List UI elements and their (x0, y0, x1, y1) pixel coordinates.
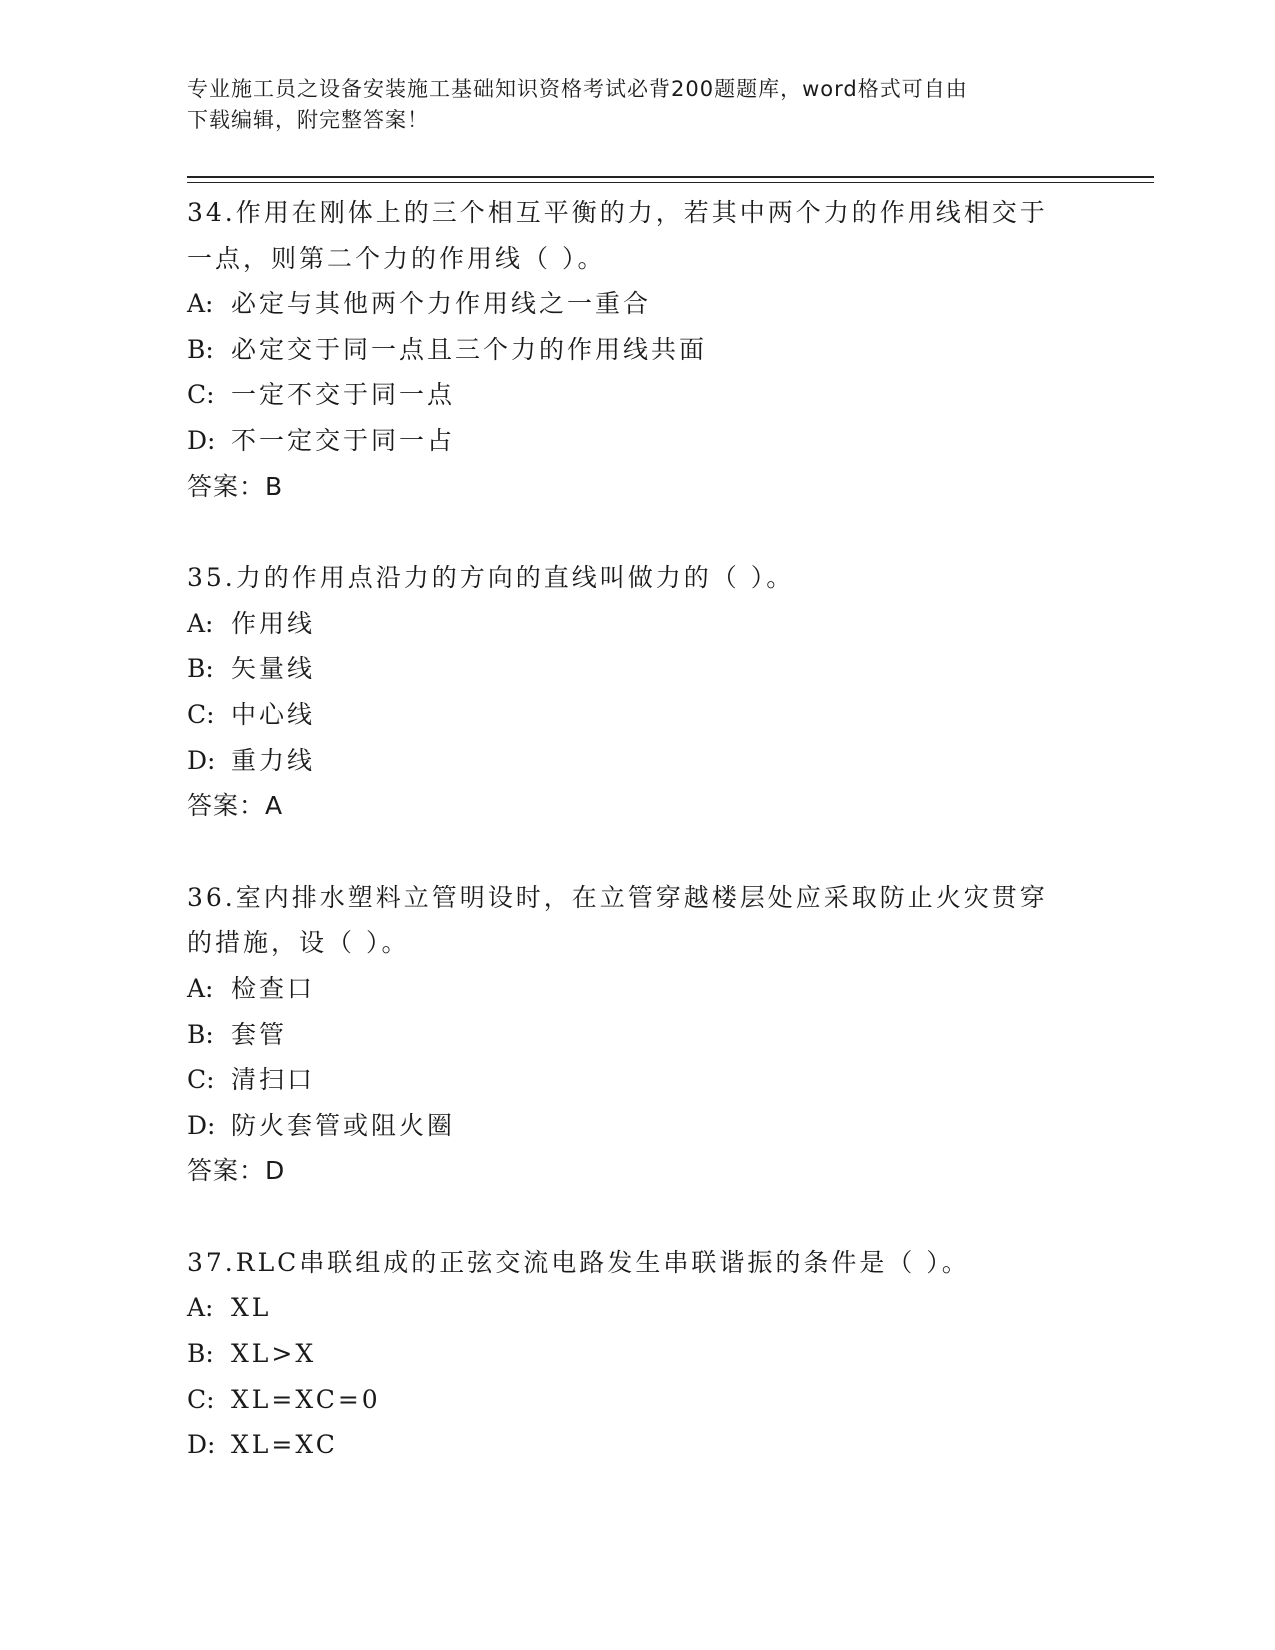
option-c (187, 692, 1087, 738)
question-list (187, 190, 1087, 1514)
question-stem-line-1: 34.作用在刚体上的三个相互平衡的力，若其中两个力的作用线相交于 (187, 198, 1048, 227)
header-divider-thick (187, 176, 1154, 178)
option-a (187, 966, 1087, 1012)
option-c (187, 372, 1087, 418)
option-letter: C: (187, 699, 215, 729)
answer-line: 答案：D (187, 1156, 286, 1186)
option-text: XL>X (231, 1339, 317, 1369)
option-text: 矢量线 (231, 654, 316, 684)
option-b (187, 646, 1087, 692)
option-text: 套管 (231, 1019, 288, 1049)
option-letter: D: (187, 425, 216, 455)
question-stem-line-1: 35.力的作用点沿力的方向的直线叫做力的（ ）。 (187, 563, 795, 593)
header-divider-thin (187, 182, 1154, 183)
option-letter: A: (187, 289, 214, 319)
option-letter: A: (187, 608, 214, 638)
option-letter: D: (187, 1110, 216, 1140)
option-letter: C: (187, 1384, 215, 1414)
option-text: 作用线 (231, 608, 316, 638)
option-letter: A: (187, 1293, 214, 1323)
option-text: 必定与其他两个力作用线之一重合 (231, 289, 652, 319)
answer-line: 答案：A (187, 791, 284, 821)
option-text: XL (231, 1293, 272, 1323)
option-letter: C: (187, 1065, 215, 1095)
header-line-2: 下载编辑，附完整答案！ (187, 108, 429, 132)
option-text: 检查口 (231, 973, 316, 1003)
question-stem-line-2: 一点，则第二个力的作用线（ ）。 (187, 243, 606, 273)
option-text: 必定交于同一点且三个力的作用线共面 (231, 334, 708, 364)
option-c (187, 1377, 1087, 1423)
option-text: XL=XC (231, 1430, 338, 1460)
option-text: 防火套管或阻火圈 (231, 1110, 456, 1140)
option-letter: B: (187, 1339, 214, 1369)
option-letter: B: (187, 654, 214, 684)
option-letter: D: (187, 1430, 216, 1460)
option-text: 清扫口 (231, 1065, 316, 1095)
option-a (187, 601, 1087, 647)
option-b (187, 1012, 1087, 1058)
option-b (187, 1331, 1087, 1377)
question-36 (187, 875, 1087, 1194)
question-35 (187, 555, 1087, 829)
option-d (187, 418, 1087, 464)
option-d (187, 1103, 1087, 1149)
option-a (187, 1285, 1087, 1331)
answer-line: 答案：B (187, 471, 284, 501)
option-a (187, 281, 1087, 327)
option-text: 中心线 (231, 699, 316, 729)
option-text: 重力线 (231, 745, 316, 775)
document-header (187, 74, 1067, 136)
option-letter: D: (187, 745, 216, 775)
option-c (187, 1057, 1087, 1103)
option-text: 不一定交于同一占 (231, 425, 456, 455)
question-stem-line-1: 36.室内排水塑料立管明设时，在立管穿越楼层处应采取防止火灾贯穿 (187, 882, 1048, 912)
header-line-1: 专业施工员之设备安装施工基础知识资格考试必背200题题库，word格式可自由 (187, 77, 968, 101)
question-stem-line-2: 的措施，设（ ）。 (187, 928, 410, 958)
option-text: 一定不交于同一点 (231, 380, 456, 410)
option-d (187, 1422, 1087, 1468)
option-text: XL=XC=0 (231, 1384, 381, 1414)
option-letter: A: (187, 973, 214, 1003)
option-letter: B: (187, 334, 214, 364)
option-letter: B: (187, 1019, 214, 1049)
question-stem-line-1: 37.RLC串联组成的正弦交流电路发生串联谐振的条件是（ ）。 (187, 1247, 970, 1277)
option-d (187, 738, 1087, 784)
option-b (187, 327, 1087, 373)
question-37 (187, 1240, 1087, 1468)
option-letter: C: (187, 380, 215, 410)
question-34 (187, 190, 1087, 509)
